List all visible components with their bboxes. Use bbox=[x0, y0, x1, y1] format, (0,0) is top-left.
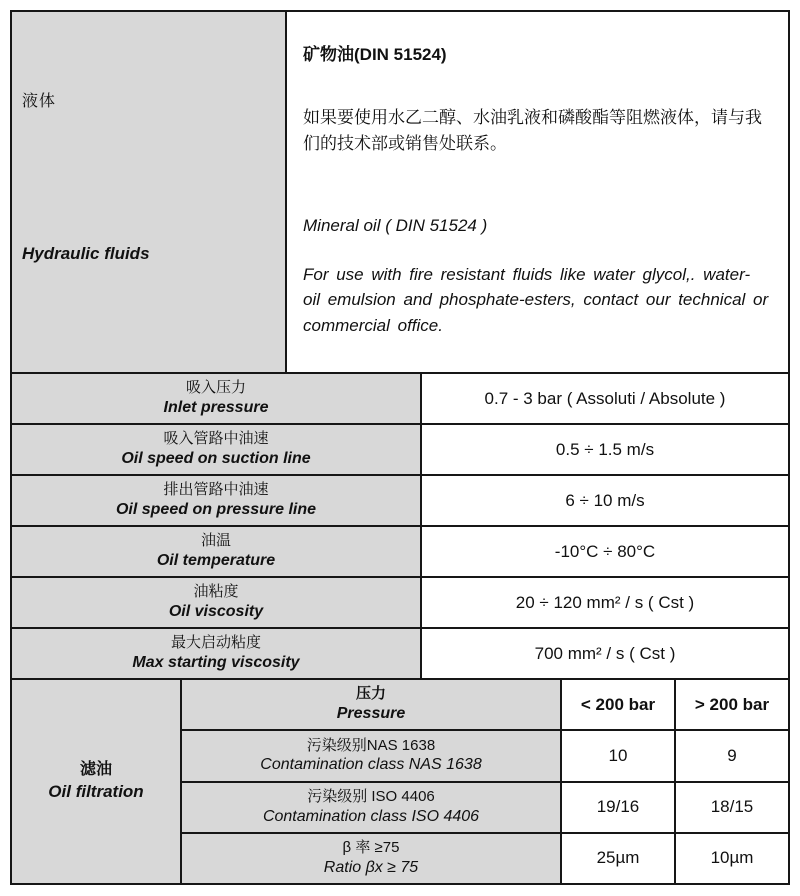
filtration-value: 25µm bbox=[562, 834, 676, 883]
spec-row-oil-temperature bbox=[12, 525, 788, 576]
spec-value: 20 ÷ 120 mm² / s ( Cst ) bbox=[422, 578, 788, 627]
filtration-row-beta-ratio bbox=[182, 832, 788, 883]
spec-label-en: Oil speed on pressure line bbox=[115, 500, 317, 518]
spec-label bbox=[12, 374, 422, 423]
filtration-row-iso4406 bbox=[182, 781, 788, 832]
fluids-zh-mineral-oil: 矿物油(DIN 51524) bbox=[303, 45, 447, 64]
filtration-col-gt200: > 200 bar bbox=[676, 680, 788, 729]
filtration-row-zh: 污染级别NAS 1638 bbox=[306, 736, 436, 754]
spec-label-en: Oil viscosity bbox=[168, 602, 264, 620]
spec-label bbox=[12, 578, 422, 627]
spec-value: 0.7 - 3 bar ( Assoluti / Absolute ) bbox=[422, 374, 788, 423]
filtration-header-en: Pressure bbox=[336, 705, 406, 722]
spec-table bbox=[10, 10, 790, 885]
filtration-value: 10µm bbox=[676, 834, 788, 883]
spec-label-en: Oil speed on suction line bbox=[121, 449, 311, 467]
spec-label-zh: 排出管路中油速 bbox=[163, 481, 269, 499]
filtration-label-en: Oil filtration bbox=[48, 781, 144, 801]
filtration-row-label bbox=[182, 783, 562, 832]
fluids-label-zh: 液体 bbox=[22, 93, 57, 110]
spec-value: 700 mm² / s ( Cst ) bbox=[422, 629, 788, 678]
filtration-row-zh: β 率 ≥75 bbox=[342, 839, 400, 856]
filtration-label-cell bbox=[12, 680, 182, 883]
fluids-section bbox=[12, 12, 788, 372]
fluids-label-cell bbox=[12, 12, 287, 372]
spec-value: -10°C ÷ 80°C bbox=[422, 527, 788, 576]
filtration-label-zh: 滤油 bbox=[79, 761, 112, 779]
filtration-header-label bbox=[182, 680, 562, 729]
spec-row-pressure-line-speed bbox=[12, 474, 788, 525]
filtration-row-label bbox=[182, 731, 562, 780]
spec-label-zh: 油粘度 bbox=[193, 583, 239, 601]
filtration-value: 19/16 bbox=[562, 783, 676, 832]
filtration-header-zh: 压力 bbox=[355, 685, 386, 703]
filtration-subtable bbox=[182, 680, 788, 883]
filtration-row-en: Contamination class ISO 4406 bbox=[262, 807, 480, 825]
fluids-label-en: Hydraulic fluids bbox=[22, 244, 150, 263]
spec-label-zh: 吸入压力 bbox=[185, 379, 246, 397]
filtration-row-en: Contamination class NAS 1638 bbox=[260, 756, 482, 774]
spec-label bbox=[12, 527, 422, 576]
spec-label-en: Oil temperature bbox=[156, 551, 276, 569]
spec-label bbox=[12, 425, 422, 474]
spec-row-max-starting-viscosity bbox=[12, 627, 788, 678]
filtration-value: 10 bbox=[562, 731, 676, 780]
spec-value: 6 ÷ 10 m/s bbox=[422, 476, 788, 525]
fluids-en-note: For use with fire resistant fluids like water glycol,. water- oil emulsion and phosphate-esters, contact our technical or commercial office. bbox=[303, 264, 769, 335]
filtration-section bbox=[12, 678, 788, 883]
spec-row-suction-speed bbox=[12, 423, 788, 474]
spec-label-en: Inlet pressure bbox=[163, 398, 269, 416]
spec-label bbox=[12, 476, 422, 525]
fluids-content-cell bbox=[287, 12, 788, 372]
spec-value: 0.5 ÷ 1.5 m/s bbox=[422, 425, 788, 474]
spec-label-zh: 油温 bbox=[200, 532, 231, 550]
spec-label-zh: 吸入管路中油速 bbox=[163, 430, 269, 448]
filtration-row-zh: 污染级别 ISO 4406 bbox=[307, 787, 435, 805]
filtration-row-label bbox=[182, 834, 562, 883]
filtration-row-en: Ratio βx ≥ 75 bbox=[323, 858, 419, 876]
spec-row-oil-viscosity bbox=[12, 576, 788, 627]
filtration-col-lt200: < 200 bar bbox=[562, 680, 676, 729]
filtration-row-nas1638 bbox=[182, 729, 788, 780]
filtration-header-row bbox=[182, 680, 788, 729]
filtration-value: 18/15 bbox=[676, 783, 788, 832]
fluids-zh-note: 如果要使用水乙二醇、水油乳液和磷酸酯等阻燃液体，请与我们的技术部或销售处联系。 bbox=[303, 108, 762, 154]
fluids-en-mineral-oil: Mineral oil ( DIN 51524 ) bbox=[303, 215, 488, 235]
spec-label bbox=[12, 629, 422, 678]
spec-label-en: Max starting viscosity bbox=[132, 653, 300, 671]
filtration-value: 9 bbox=[676, 731, 788, 780]
spec-label-zh: 最大启动粘度 bbox=[170, 634, 261, 652]
spec-row-inlet-pressure bbox=[12, 372, 788, 423]
